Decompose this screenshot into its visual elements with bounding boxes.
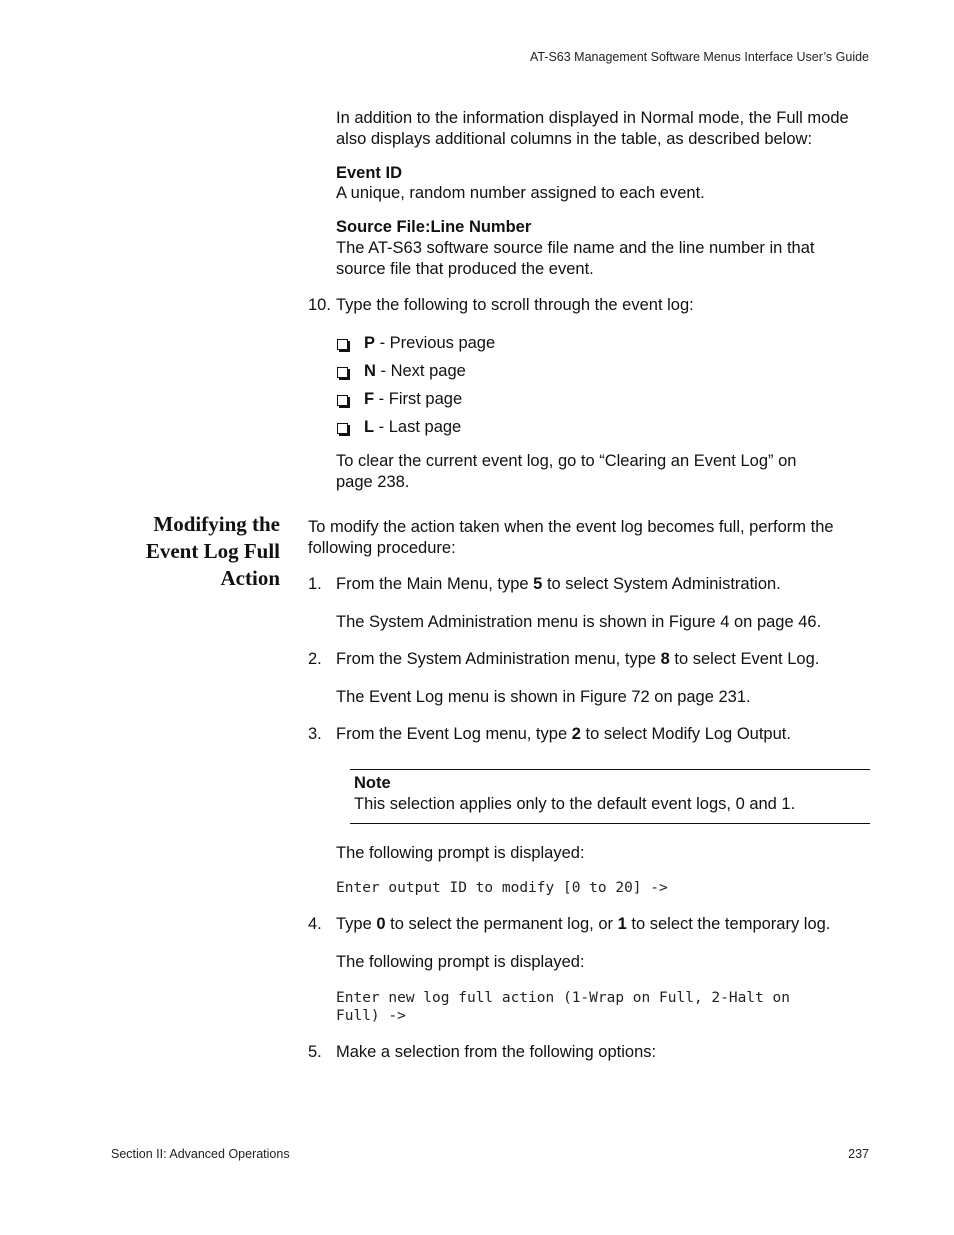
running-header: AT-S63 Management Software Menus Interface User’s Guide — [529, 50, 869, 64]
step-text: Make a selection from the following options: — [336, 1043, 657, 1061]
section-intro: To modify the action taken when the event log becomes full, perform the following procedure: — [308, 518, 834, 557]
term-event-id-desc: A unique, random number assigned to each event. — [336, 184, 705, 202]
note-box — [350, 769, 870, 824]
step-number: 2. — [308, 650, 322, 668]
checkbox-bullet-icon — [337, 423, 348, 434]
term-source-file: Source File:Line Number — [336, 218, 532, 236]
note-text: This selection applies only to the default event logs, 0 and 1. — [354, 795, 796, 813]
prompt-code: Enter output ID to modify [0 to 20] -> — [336, 880, 668, 896]
clear-log-reference: To clear the current event log, go to “Clearing an Event Log” on page 238. — [336, 452, 797, 491]
prompt-intro: The following prompt is displayed: — [336, 953, 585, 971]
bullet-item: N - Next page — [364, 362, 466, 380]
step-number: 10. — [308, 296, 331, 314]
step-number: 5. — [308, 1043, 322, 1061]
prompt-intro: The following prompt is displayed: — [336, 844, 585, 862]
step-text: From the Event Log menu, type 2 to select Modify Log Output. — [336, 725, 791, 743]
checkbox-bullet-icon — [337, 339, 348, 350]
section-heading: Modifying the Event Log Full Action — [145, 512, 280, 590]
step-text: From the System Administration menu, type 8 to select Event Log. — [336, 650, 820, 668]
step-subtext: The Event Log menu is shown in Figure 72 on page 231. — [336, 688, 751, 706]
step-text: From the Main Menu, type 5 to select System Administration. — [336, 575, 781, 593]
bullet-item: L - Last page — [364, 418, 462, 436]
checkbox-bullet-icon — [337, 367, 348, 378]
step-number: 4. — [308, 915, 322, 933]
step-number: 1. — [308, 575, 322, 593]
page-number: 237 — [848, 1147, 869, 1161]
term-event-id: Event ID — [336, 164, 403, 182]
step-text: Type 0 to select the permanent log, or 1 to select the temporary log. — [336, 915, 831, 933]
step-number: 3. — [308, 725, 322, 743]
bullet-item: F - First page — [364, 390, 463, 408]
step-text: Type the following to scroll through the event log: — [336, 296, 694, 314]
prompt-code: Enter new log full action (1-Wrap on Full, 2-Halt on Full) -> — [336, 990, 790, 1024]
checkbox-bullet-icon — [337, 395, 348, 406]
note-title: Note — [354, 774, 391, 792]
intro-paragraph: In addition to the information displayed in Normal mode, the Full mode also displays additional columns in the table, as described below: — [336, 109, 849, 148]
step-subtext: The System Administration menu is shown in Figure 4 on page 46. — [336, 613, 822, 631]
term-source-file-desc: The AT-S63 software source file name and the line number in that source file that produced the event. — [336, 239, 815, 278]
footer-section: Section II: Advanced Operations — [111, 1147, 290, 1161]
bullet-item: P - Previous page — [364, 334, 496, 352]
